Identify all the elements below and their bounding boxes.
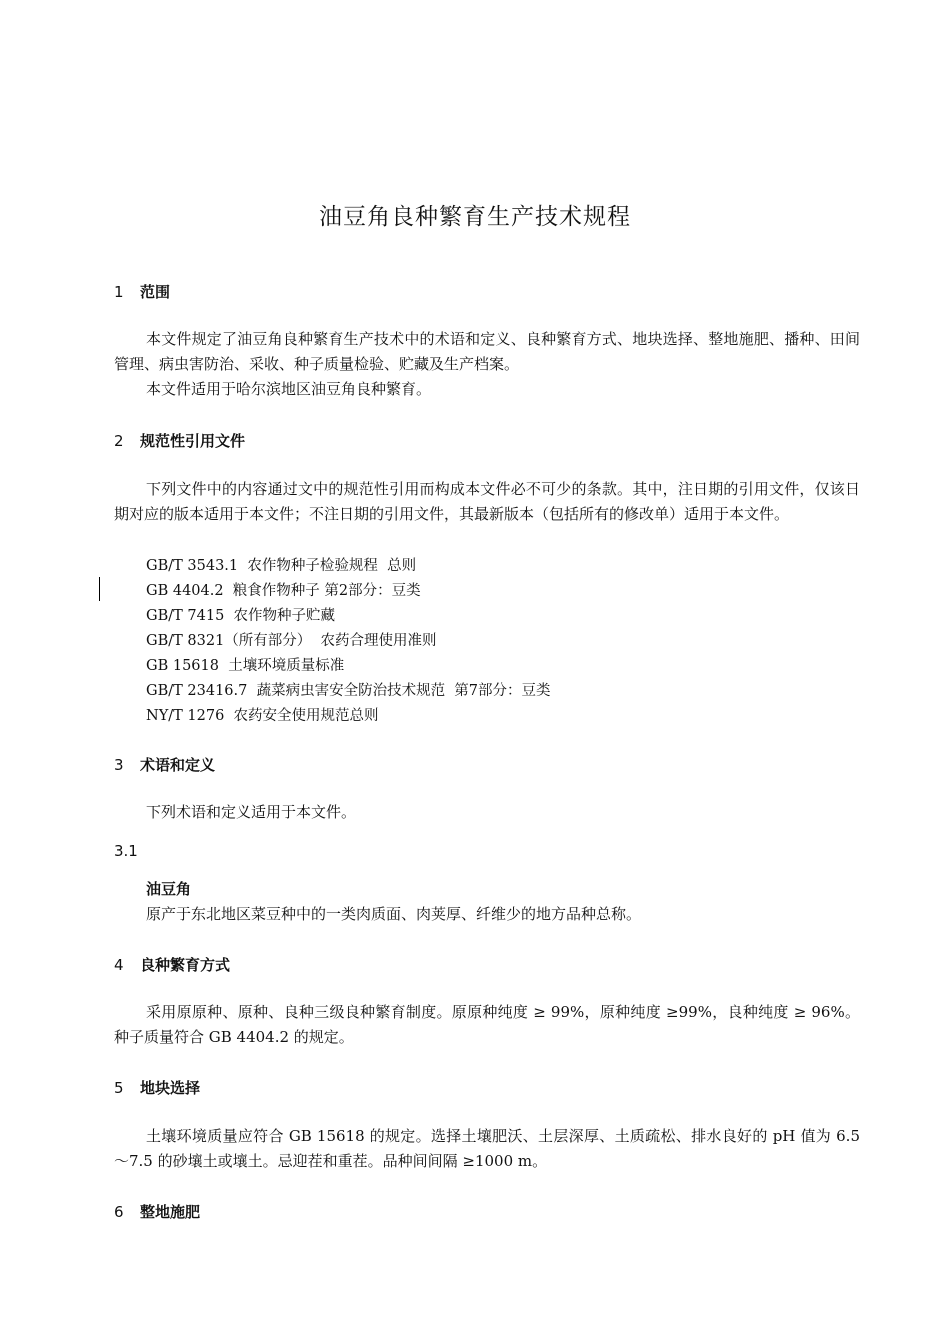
reference-item: GB/T 7415 农作物种子贮藏 xyxy=(146,608,336,624)
section-number: 2 xyxy=(114,432,124,450)
section-number: 1 xyxy=(114,283,124,301)
section-5-paragraph-1: 土壤环境质量应符合 GB 15618 的规定。选择土壤肥沃、土层深厚、土质疏松、排水良好的 pH 值为 6.5～7.5 的砂壤土或壤土。忌迎茬和重茬。品种间间隔 ≥1000 m。 xyxy=(114,1127,860,1170)
section-2-heading xyxy=(114,430,245,451)
reference-item: GB/T 23416.7 蔬菜病虫害安全防治技术规范 第7部分：豆类 xyxy=(146,683,551,699)
change-bar xyxy=(99,577,100,601)
reference-item: GB/T 3543.1 农作物种子检验规程 总则 xyxy=(146,558,417,574)
section-title: 术语和定义 xyxy=(140,756,216,774)
reference-item: GB 4404.2 粮食作物种子 第2部分：豆类 xyxy=(146,583,421,599)
section-number: 6 xyxy=(114,1203,124,1221)
section-1-paragraph-1: 本文件规定了油豆角良种繁育生产技术中的术语和定义、良种繁育方式、地块选择、整地施肥、播种、田间管理、病虫害防治、采收、种子质量检验、贮藏及生产档案。 xyxy=(114,330,860,373)
reference-item: NY/T 1276 农药安全使用规范总则 xyxy=(146,708,379,724)
term-definition: 原产于东北地区菜豆种中的一类肉质面、肉荚厚、纤维少的地方品种总称。 xyxy=(146,905,642,923)
section-1-heading xyxy=(114,281,170,302)
section-title: 良种繁育方式 xyxy=(140,956,231,974)
section-number: 3 xyxy=(114,756,124,774)
subsection-number: 3.1 xyxy=(114,842,138,860)
section-4-heading xyxy=(114,954,230,975)
section-2-paragraph-1: 下列文件中的内容通过文中的规范性引用而构成本文件必不可少的条款。其中，注日期的引用文件，仅该日期对应的版本适用于本文件；不注日期的引用文件，其最新版本（包括所有的修改单）适用于本文件。 xyxy=(114,480,860,523)
reference-item: GB/T 8321（所有部分） 农药合理使用准则 xyxy=(146,633,437,649)
section-title: 规范性引用文件 xyxy=(140,432,246,450)
section-number: 4 xyxy=(114,956,124,974)
section-4-paragraph-1: 采用原原种、原种、良种三级良种繁育制度。原原种纯度 ≥ 99%，原种纯度 ≥99%，良种纯度 ≥ 96%。种子质量符合 GB 4404.2 的规定。 xyxy=(114,1003,860,1046)
section-1-paragraph-2: 本文件适用于哈尔滨地区油豆角良种繁育。 xyxy=(146,380,432,398)
section-3-heading xyxy=(114,754,215,775)
document-title: 油豆角良种繁育生产技术规程 xyxy=(319,204,631,230)
section-title: 整地施肥 xyxy=(140,1203,201,1221)
section-6-heading xyxy=(114,1201,200,1222)
section-3-paragraph-1: 下列术语和定义适用于本文件。 xyxy=(146,803,357,821)
section-number: 5 xyxy=(114,1079,124,1097)
section-5-heading xyxy=(114,1077,200,1098)
reference-item: GB 15618 土壤环境质量标准 xyxy=(146,658,345,674)
term-name: 油豆角 xyxy=(146,880,192,898)
section-title: 范围 xyxy=(140,283,171,301)
section-title: 地块选择 xyxy=(140,1079,201,1097)
